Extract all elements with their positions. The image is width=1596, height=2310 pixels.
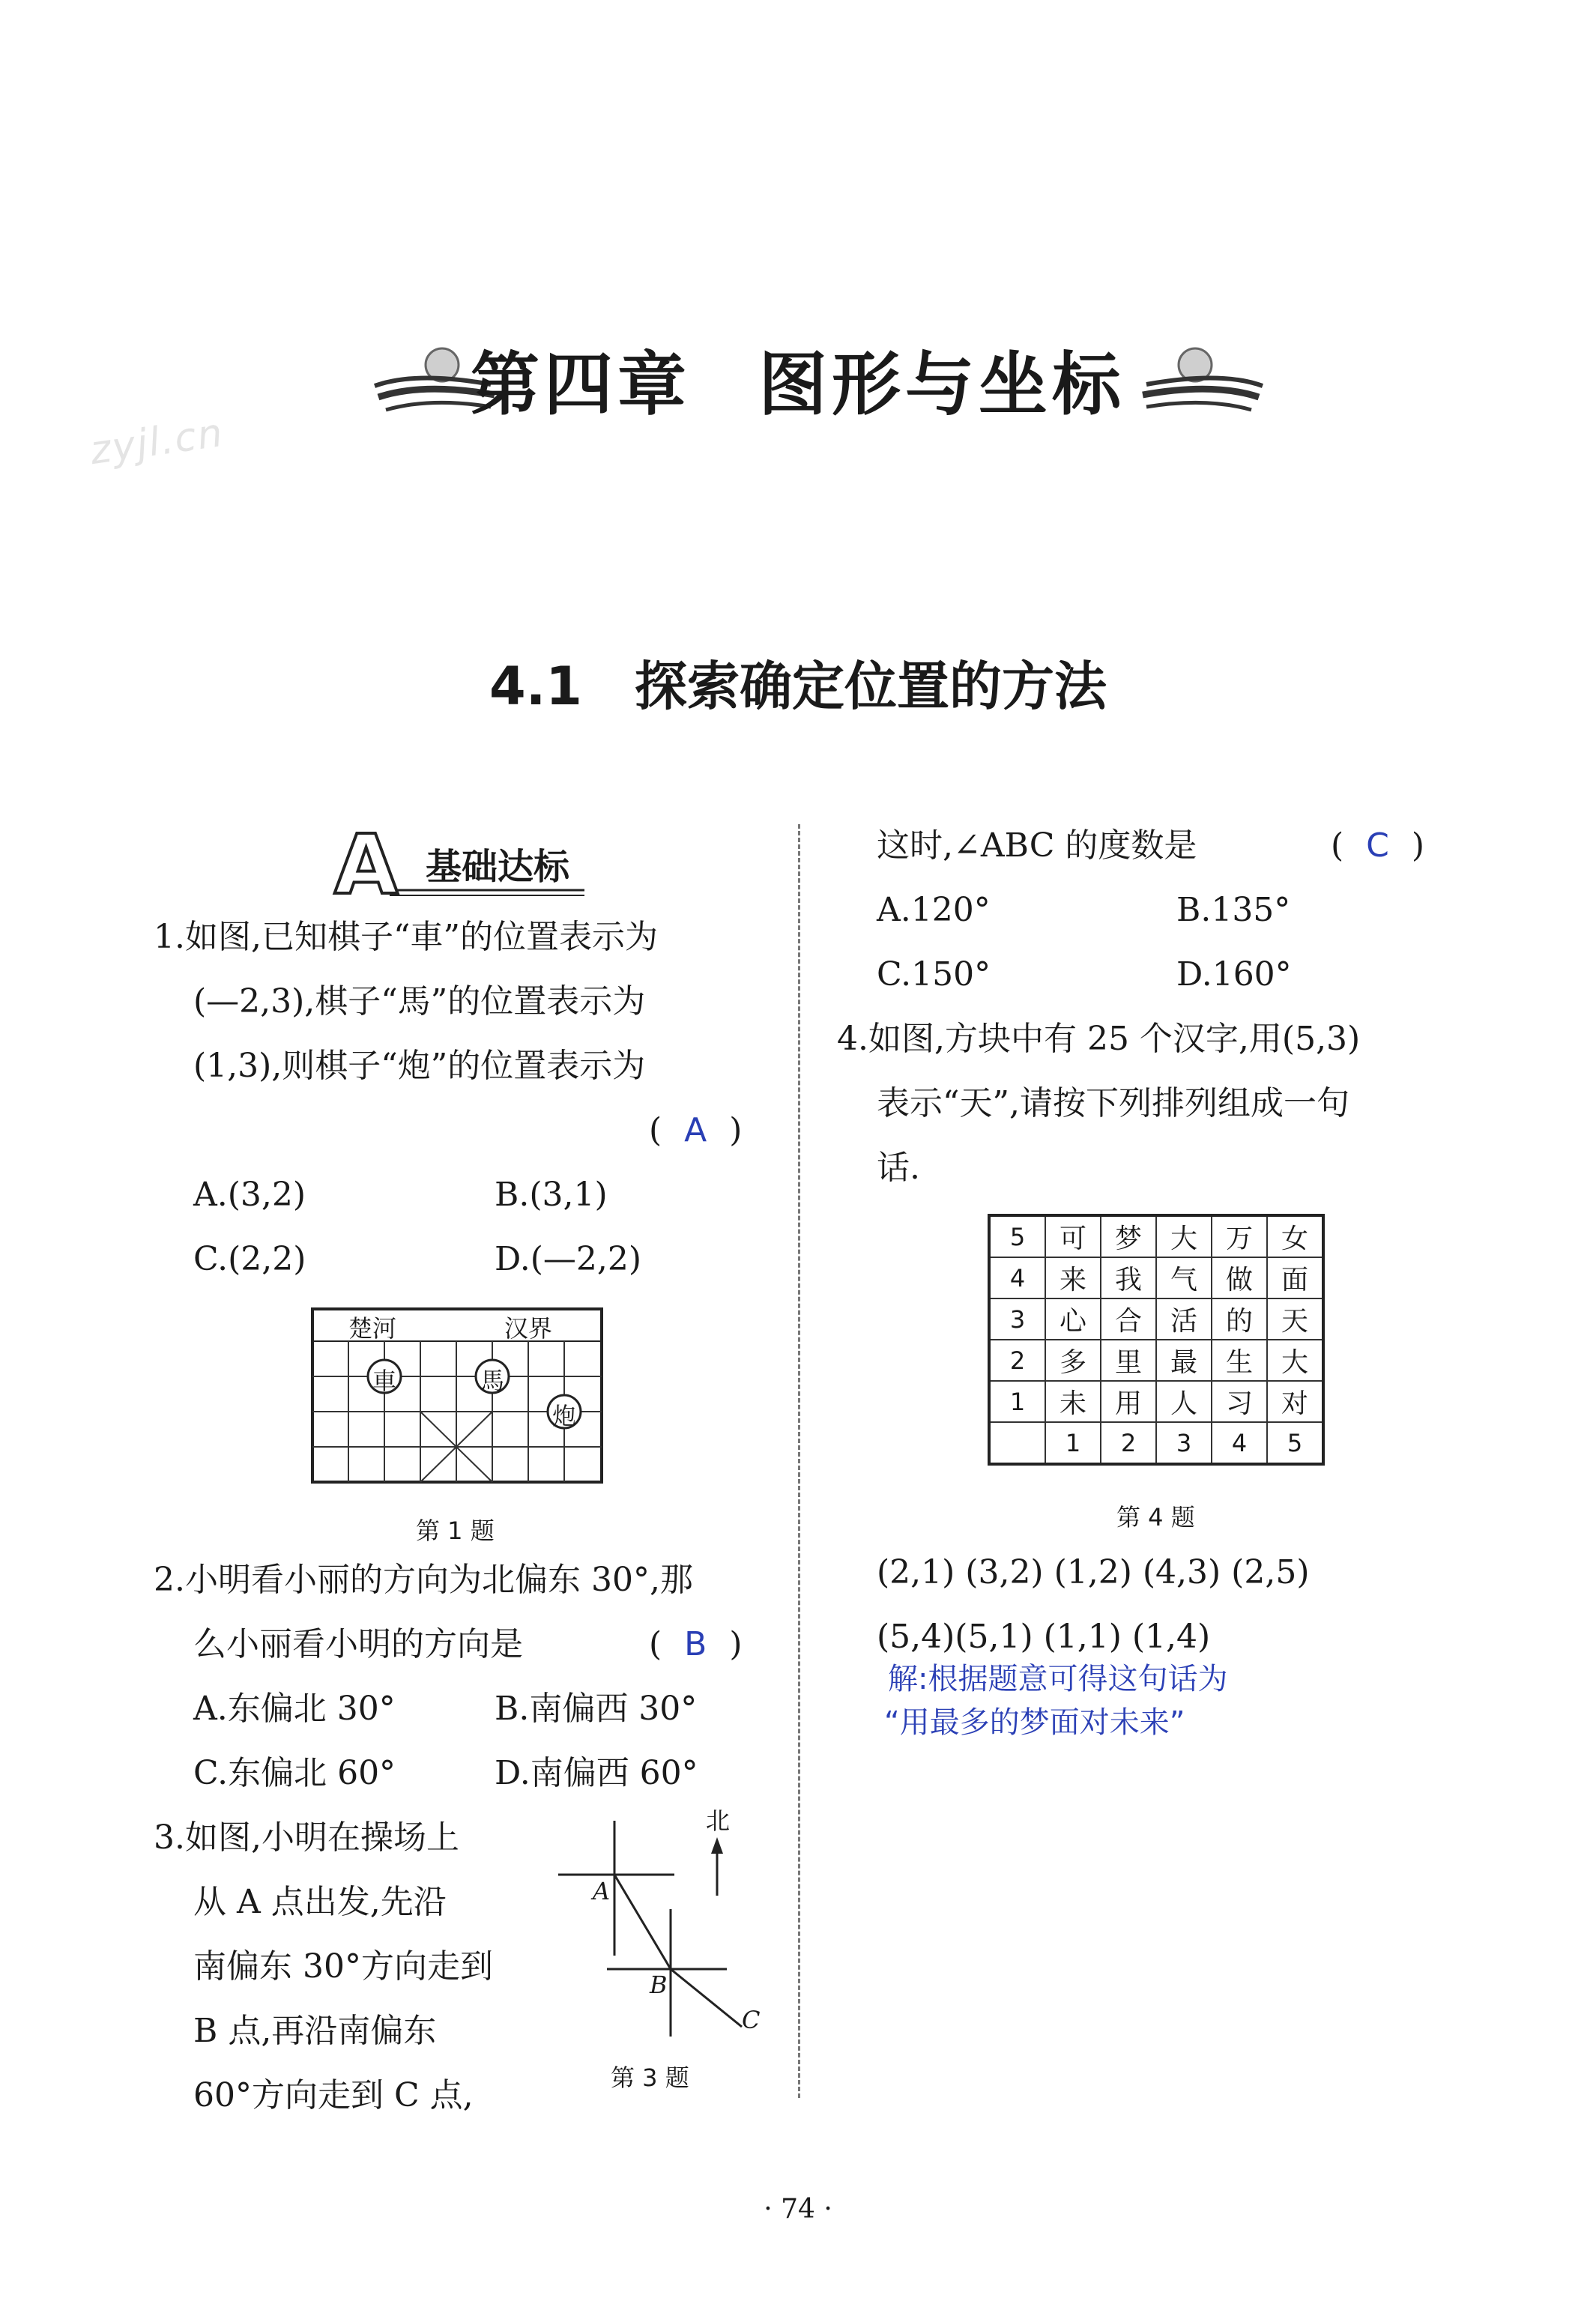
table-cell: 大 [1267, 1340, 1323, 1381]
q4-line-1: 4.如图,方块中有 25 个汉字,用(5,3) [837, 1020, 1361, 1058]
q3-option-b: B.135° [1176, 891, 1291, 929]
level-badge [330, 817, 584, 913]
badge-label: 基础达标 [426, 846, 570, 888]
q4-sequence-2: (5,4)(5,1) (1,1) (1,4) [877, 1618, 1211, 1656]
table-row [989, 1340, 1323, 1381]
row-label: 4 [989, 1257, 1045, 1298]
row-label: 2 [989, 1340, 1045, 1381]
section-name: 探索确定位置的方法 [635, 656, 1107, 717]
row-label: 5 [989, 1215, 1045, 1257]
table-cell: 最 [1156, 1340, 1212, 1381]
q4-solution-line-1: 解:根据题意可得这句话为 [888, 1662, 1228, 1696]
direction-figure [551, 1798, 783, 2053]
q2-line-2: 么小丽看小明的方向是 [193, 1625, 523, 1663]
point-c-label: C [742, 2006, 761, 2034]
q2-answer: B [684, 1625, 707, 1663]
point-a-label: A [593, 1877, 611, 1905]
table-cell: 里 [1101, 1340, 1156, 1381]
q2-option-b: B.南偏西 30° [495, 1690, 698, 1728]
table-cell: 大 [1156, 1215, 1212, 1257]
q3-line-3: 南偏东 30°方向走到 [193, 1947, 493, 1986]
table-cell: 面 [1267, 1257, 1323, 1298]
q3-line-1: 3.如图,小明在操场上 [154, 1818, 459, 1857]
river-label-left: 楚河 [348, 1314, 397, 1343]
q1-option-d: D.(—2,2) [495, 1240, 642, 1278]
paren-open: ( [649, 1111, 662, 1149]
col-label: 2 [1101, 1422, 1156, 1464]
q4-line-2: 表示“天”,请按下列排列组成一句 [877, 1084, 1349, 1122]
point-b-label: B [650, 1971, 668, 1999]
col-label: 5 [1267, 1422, 1323, 1464]
table-cell: 未 [1045, 1381, 1101, 1422]
section-number: 4.1 [489, 656, 582, 717]
q3-line-2: 从 A 点出发,先沿 [193, 1883, 447, 1921]
table-cell: 可 [1045, 1215, 1101, 1257]
paren-open: ( [1331, 826, 1344, 865]
table-cell: 多 [1045, 1340, 1101, 1381]
section-title [0, 644, 1596, 720]
row-label: 1 [989, 1381, 1045, 1422]
q3-option-d: D.160° [1176, 955, 1292, 994]
chess-board-figure [311, 1307, 603, 1484]
chapter-number: 第四章 [470, 345, 691, 425]
col-label: 3 [1156, 1422, 1212, 1464]
piece-ma: 馬 [480, 1367, 505, 1395]
paren-open: ( [649, 1625, 662, 1663]
corner-cell [989, 1422, 1045, 1464]
table-cell: 习 [1212, 1381, 1267, 1422]
col-label: 4 [1212, 1422, 1267, 1464]
north-label: 北 [706, 1806, 731, 1835]
q1-line-2: (—2,3),棋子“馬”的位置表示为 [193, 982, 646, 1021]
table-cell: 生 [1212, 1340, 1267, 1381]
q4-line-3: 话. [877, 1149, 920, 1187]
table-cell: 的 [1212, 1298, 1267, 1340]
table-cell: 女 [1267, 1215, 1323, 1257]
q3-line-5: 60°方向走到 C 点, [193, 2076, 474, 2114]
q2-option-d: D.南偏西 60° [495, 1754, 698, 1792]
q1-option-b: B.(3,1) [495, 1176, 608, 1214]
q1-answer: A [684, 1111, 707, 1149]
table-cell: 合 [1101, 1298, 1156, 1340]
q1-caption: 第 1 题 [416, 1517, 495, 1545]
table-row [989, 1381, 1323, 1422]
row-label: 3 [989, 1298, 1045, 1340]
table-cell: 来 [1045, 1257, 1101, 1298]
character-grid-table [988, 1214, 1325, 1466]
badge-letter: A [334, 817, 399, 913]
q4-solution-line-2: “用最多的梦面对未来” [884, 1705, 1185, 1740]
q2-option-a: A.东偏北 30° [193, 1690, 396, 1728]
table-cell: 对 [1267, 1381, 1323, 1422]
piece-che: 車 [372, 1367, 397, 1395]
table-cell: 用 [1101, 1381, 1156, 1422]
table-row [989, 1215, 1323, 1257]
q4-caption: 第 4 题 [1116, 1503, 1195, 1532]
q3-caption: 第 3 题 [611, 2063, 689, 2092]
table-cell: 人 [1156, 1381, 1212, 1422]
piece-pao: 炮 [552, 1402, 577, 1430]
river-label-right: 汉界 [504, 1314, 553, 1343]
table-cell: 天 [1267, 1298, 1323, 1340]
q3-cont: 这时,∠ABC 的度数是 [877, 826, 1197, 865]
q2-answer-paren [649, 1612, 743, 1677]
q4-sequence-1: (2,1) (3,2) (1,2) (4,3) (2,5) [877, 1553, 1310, 1591]
watermark: zyjl.cn [87, 410, 227, 474]
paren-close: ) [1411, 826, 1425, 865]
q1-line-3: (1,3),则棋子“炮”的位置表示为 [193, 1047, 646, 1085]
q3-option-a: A.120° [877, 891, 991, 929]
paren-close: ) [729, 1625, 743, 1663]
q1-option-c: C.(2,2) [193, 1240, 306, 1278]
table-row [989, 1257, 1323, 1298]
q2-line-1: 2.小明看小丽的方向为北偏东 30°,那 [154, 1561, 693, 1599]
col-label: 1 [1045, 1422, 1101, 1464]
q1-option-a: A.(3,2) [193, 1176, 306, 1214]
table-cell: 心 [1045, 1298, 1101, 1340]
table-cell: 万 [1212, 1215, 1267, 1257]
q3-line-4: B 点,再沿南偏东 [193, 2012, 437, 2050]
q3-answer-paren [1331, 814, 1424, 878]
q1-line-1: 1.如图,已知棋子“車”的位置表示为 [154, 918, 658, 956]
table-cell: 我 [1101, 1257, 1156, 1298]
q2-option-c: C.东偏北 60° [193, 1754, 396, 1792]
table-row [989, 1422, 1323, 1464]
table-cell: 梦 [1101, 1215, 1156, 1257]
table-cell: 气 [1156, 1257, 1212, 1298]
wave-sun-decoration-right [1139, 341, 1266, 423]
table-row [989, 1298, 1323, 1340]
column-divider [798, 824, 800, 2098]
q3-option-c: C.150° [877, 955, 991, 994]
page-number: · 74 · [764, 2194, 832, 2225]
chapter-name: 图形与坐标 [758, 345, 1126, 425]
table-cell: 做 [1212, 1257, 1267, 1298]
q1-answer-paren [649, 1098, 742, 1163]
paren-close: ) [729, 1111, 743, 1149]
q3-answer: C [1366, 826, 1389, 865]
table-cell: 活 [1156, 1298, 1212, 1340]
chapter-title [0, 330, 1596, 429]
